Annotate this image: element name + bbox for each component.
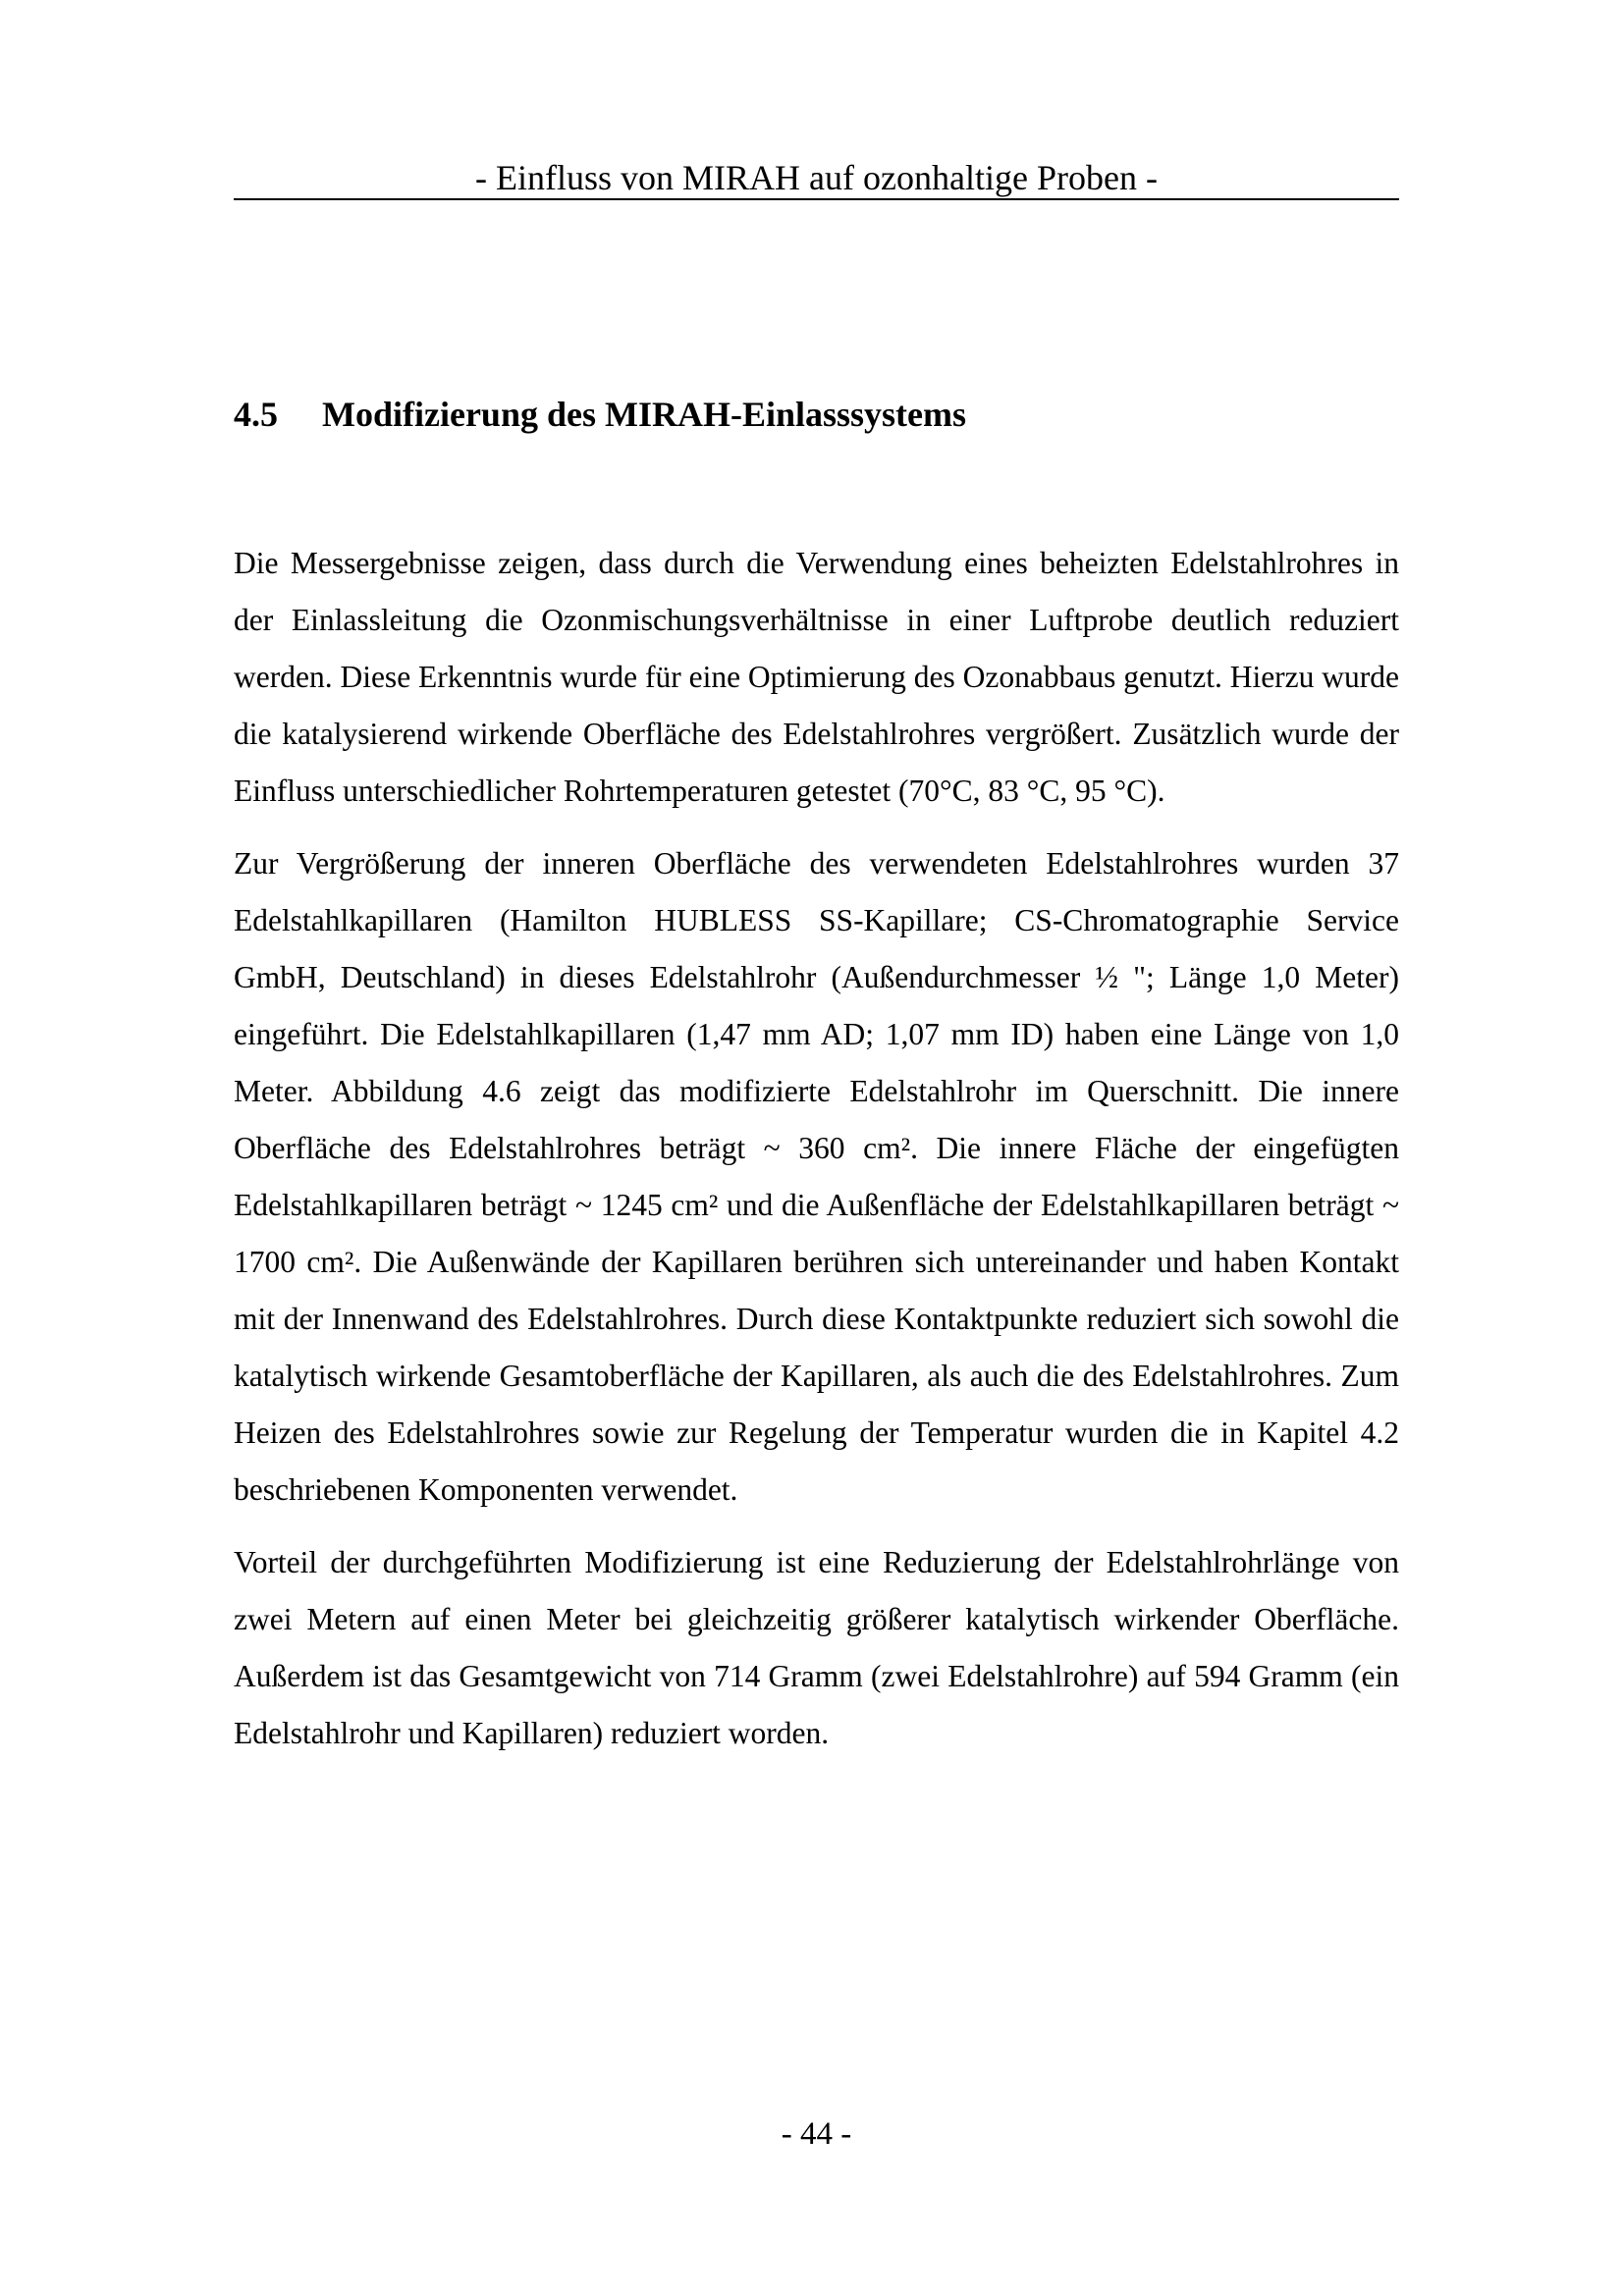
section-number: 4.5	[234, 395, 278, 434]
section-title: Modifizierung des MIRAH-Einlasssystems	[322, 395, 966, 434]
paragraph-3: Vorteil der durchgeführten Modifizierung ist eine Reduzierung der Edelstahlrohrlänge von zwei Metern auf einen Meter bei gleichzeitig größerer katalytisch wirkender Oberfläche. Außerdem ist das Gesamtgewicht von 714 Gramm (zwei Edelstahlrohre) auf 594 Gramm (ein Edelstahlrohr und Kapillaren) reduziert worden.	[234, 1545, 1399, 1750]
body-text	[234, 535, 1399, 1778]
page-number: - 44 -	[781, 2116, 852, 2152]
paragraph-1: Die Messergebnisse zeigen, dass durch die Verwendung eines beheizten Edelstahlrohres in der Einlassleitung die Ozonmischungsverhältnisse in einer Luftprobe deutlich reduziert werden. Diese Erkenntnis wurde für eine Optimierung des Ozonabbaus genutzt. Hierzu wurde die katalysierend wirkende Oberfläche des Edelstahlrohres vergrößert. Zusätzlich wurde der Einfluss unterschiedlicher Rohrtemperaturen getestet (70°C, 83 °C, 95 °C).	[234, 546, 1399, 808]
running-header: - Einfluss von MIRAH auf ozonhaltige Proben -	[475, 158, 1158, 197]
header-rule	[234, 198, 1399, 200]
paragraph-2: Zur Vergrößerung der inneren Oberfläche des verwendeten Edelstahlrohres wurden 37 Edelstahlkapillaren (Hamilton HUBLESS SS-Kapillare; CS-Chromatographie Service GmbH, Deutschland) in dieses Edelstahlrohr (Außendurchmesser ½ "; Länge 1,0 Meter) eingeführt. Die Edelstahlkapillaren (1,47 mm AD; 1,07 mm ID) haben eine Länge von 1,0 Meter. Abbildung 4.6 zeigt das modifizierte Edelstahlrohr im Querschnitt. Die innere Oberfläche des Edelstahlrohres beträgt ~ 360 cm². Die innere Fläche der eingefügten Edelstahlkapillaren beträgt ~ 1245 cm² und die Außenfläche der Edelstahlkapillaren beträgt ~ 1700 cm². Die Außenwände der Kapillaren berühren sich untereinander und haben Kontakt mit der Innenwand des Edelstahlrohres. Durch diese Kontaktpunkte reduziert sich sowohl die katalytisch wirkende Gesamtoberfläche der Kapillaren, als auch die des Edelstahlrohres. Zum Heizen des Edelstahlrohres sowie zur Regelung der Temperatur wurden die in Kapitel 4.2 beschriebenen Komponenten verwendet.	[234, 846, 1399, 1507]
section-heading	[234, 391, 1399, 438]
